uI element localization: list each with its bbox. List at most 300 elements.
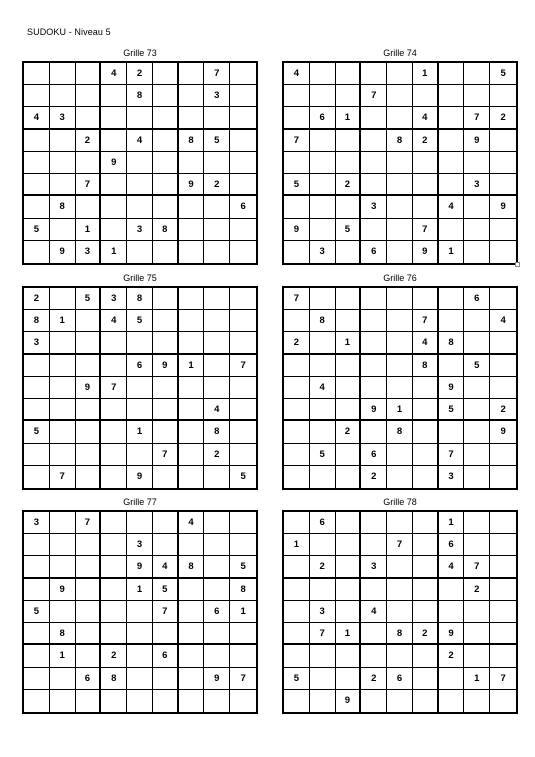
sudoku-cell[interactable] xyxy=(413,152,439,174)
sudoku-cell[interactable] xyxy=(179,444,205,466)
sudoku-cell[interactable] xyxy=(101,196,127,218)
sudoku-cell[interactable] xyxy=(50,219,76,241)
sudoku-cell[interactable] xyxy=(179,377,205,399)
sudoku-cell[interactable]: 3 xyxy=(310,241,336,263)
sudoku-cell[interactable] xyxy=(230,690,256,712)
sudoku-cell[interactable]: 1 xyxy=(230,601,256,623)
sudoku-cell[interactable] xyxy=(204,645,230,667)
sudoku-cell[interactable] xyxy=(76,534,102,556)
sudoku-cell[interactable]: 4 xyxy=(413,332,439,354)
sudoku-cell[interactable] xyxy=(24,85,50,107)
sudoku-cell[interactable] xyxy=(464,601,490,623)
sudoku-cell[interactable] xyxy=(361,645,387,667)
sudoku-cell[interactable] xyxy=(336,466,362,488)
sudoku-cell[interactable] xyxy=(179,85,205,107)
sudoku-cell[interactable] xyxy=(413,690,439,712)
sudoku-cell[interactable] xyxy=(490,377,516,399)
sudoku-cell[interactable] xyxy=(76,107,102,129)
sudoku-cell[interactable] xyxy=(153,668,179,690)
sudoku-cell[interactable] xyxy=(76,556,102,578)
sudoku-cell[interactable] xyxy=(413,399,439,421)
sudoku-cell[interactable] xyxy=(153,399,179,421)
sudoku-cell[interactable] xyxy=(490,174,516,196)
sudoku-cell[interactable]: 9 xyxy=(50,579,76,601)
sudoku-cell[interactable] xyxy=(127,241,153,263)
sudoku-cell[interactable]: 9 xyxy=(490,421,516,443)
sudoku-cell[interactable] xyxy=(387,63,413,85)
sudoku-cell[interactable]: 1 xyxy=(179,355,205,377)
sudoku-cell[interactable] xyxy=(76,85,102,107)
sudoku-cell[interactable] xyxy=(204,219,230,241)
sudoku-cell[interactable] xyxy=(361,534,387,556)
sudoku-cell[interactable]: 7 xyxy=(387,534,413,556)
sudoku-cell[interactable] xyxy=(153,288,179,310)
sudoku-cell[interactable] xyxy=(179,534,205,556)
sudoku-cell[interactable]: 4 xyxy=(439,196,465,218)
sudoku-cell[interactable] xyxy=(284,355,310,377)
sudoku-cell[interactable]: 4 xyxy=(361,601,387,623)
sudoku-cell[interactable] xyxy=(76,399,102,421)
sudoku-cell[interactable]: 8 xyxy=(230,579,256,601)
sudoku-cell[interactable] xyxy=(464,85,490,107)
sudoku-cell[interactable] xyxy=(387,645,413,667)
sudoku-cell[interactable]: 6 xyxy=(361,444,387,466)
sudoku-cell[interactable] xyxy=(50,690,76,712)
sudoku-cell[interactable] xyxy=(76,690,102,712)
sudoku-cell[interactable] xyxy=(204,623,230,645)
sudoku-cell[interactable]: 9 xyxy=(153,355,179,377)
sudoku-cell[interactable] xyxy=(179,466,205,488)
sudoku-cell[interactable] xyxy=(50,399,76,421)
sudoku-cell[interactable] xyxy=(284,623,310,645)
sudoku-cell[interactable] xyxy=(310,645,336,667)
sudoku-cell[interactable] xyxy=(76,310,102,332)
sudoku-cell[interactable]: 9 xyxy=(490,196,516,218)
sudoku-cell[interactable] xyxy=(336,85,362,107)
sudoku-cell[interactable] xyxy=(76,332,102,354)
sudoku-cell[interactable] xyxy=(490,152,516,174)
sudoku-cell[interactable]: 5 xyxy=(284,668,310,690)
sudoku-cell[interactable] xyxy=(76,63,102,85)
sudoku-cell[interactable] xyxy=(76,645,102,667)
sudoku-cell[interactable]: 3 xyxy=(101,288,127,310)
sudoku-cell[interactable] xyxy=(204,690,230,712)
sudoku-cell[interactable] xyxy=(101,85,127,107)
sudoku-cell[interactable] xyxy=(439,310,465,332)
sudoku-cell[interactable]: 9 xyxy=(127,466,153,488)
sudoku-cell[interactable] xyxy=(464,377,490,399)
sudoku-cell[interactable] xyxy=(204,241,230,263)
sudoku-cell[interactable]: 7 xyxy=(76,512,102,534)
sudoku-cell[interactable]: 9 xyxy=(439,377,465,399)
sudoku-cell[interactable]: 8 xyxy=(439,332,465,354)
sudoku-cell[interactable] xyxy=(490,332,516,354)
sudoku-cell[interactable] xyxy=(361,130,387,152)
sudoku-cell[interactable]: 3 xyxy=(50,107,76,129)
sudoku-cell[interactable] xyxy=(490,512,516,534)
sudoku-cell[interactable] xyxy=(204,556,230,578)
sudoku-cell[interactable] xyxy=(464,444,490,466)
sudoku-cell[interactable]: 4 xyxy=(439,556,465,578)
sudoku-cell[interactable] xyxy=(284,556,310,578)
sudoku-cell[interactable] xyxy=(230,219,256,241)
sudoku-cell[interactable] xyxy=(204,579,230,601)
sudoku-cell[interactable] xyxy=(204,107,230,129)
sudoku-cell[interactable] xyxy=(230,107,256,129)
sudoku-cell[interactable]: 6 xyxy=(127,355,153,377)
sudoku-cell[interactable] xyxy=(336,130,362,152)
sudoku-cell[interactable]: 1 xyxy=(336,107,362,129)
sudoku-cell[interactable] xyxy=(76,444,102,466)
sudoku-cell[interactable] xyxy=(179,399,205,421)
sudoku-cell[interactable] xyxy=(464,645,490,667)
sudoku-cell[interactable] xyxy=(153,196,179,218)
sudoku-cell[interactable] xyxy=(284,196,310,218)
sudoku-cell[interactable] xyxy=(284,601,310,623)
sudoku-cell[interactable] xyxy=(230,63,256,85)
sudoku-cell[interactable]: 2 xyxy=(336,421,362,443)
sudoku-cell[interactable]: 4 xyxy=(127,130,153,152)
sudoku-cell[interactable]: 7 xyxy=(284,288,310,310)
sudoku-cell[interactable] xyxy=(50,668,76,690)
sudoku-cell[interactable]: 2 xyxy=(204,174,230,196)
sudoku-cell[interactable] xyxy=(101,174,127,196)
sudoku-cell[interactable] xyxy=(24,690,50,712)
sudoku-cell[interactable] xyxy=(413,196,439,218)
sudoku-cell[interactable]: 2 xyxy=(490,399,516,421)
sudoku-cell[interactable] xyxy=(127,668,153,690)
sudoku-cell[interactable] xyxy=(24,241,50,263)
sudoku-cell[interactable] xyxy=(127,444,153,466)
sudoku-cell[interactable]: 2 xyxy=(413,623,439,645)
sudoku-cell[interactable]: 7 xyxy=(153,444,179,466)
sudoku-cell[interactable] xyxy=(127,512,153,534)
sudoku-cell[interactable]: 4 xyxy=(310,377,336,399)
sudoku-cell[interactable] xyxy=(361,377,387,399)
sudoku-cell[interactable] xyxy=(153,623,179,645)
sudoku-cell[interactable] xyxy=(361,288,387,310)
sudoku-cell[interactable] xyxy=(179,310,205,332)
sudoku-cell[interactable] xyxy=(24,399,50,421)
sudoku-cell[interactable]: 5 xyxy=(24,219,50,241)
sudoku-cell[interactable] xyxy=(490,85,516,107)
sudoku-cell[interactable] xyxy=(101,601,127,623)
sudoku-cell[interactable] xyxy=(127,152,153,174)
sudoku-cell[interactable]: 3 xyxy=(464,174,490,196)
sudoku-cell[interactable]: 5 xyxy=(204,130,230,152)
sudoku-cell[interactable] xyxy=(490,534,516,556)
sudoku-cell[interactable]: 1 xyxy=(127,421,153,443)
sudoku-cell[interactable] xyxy=(24,668,50,690)
sudoku-cell[interactable] xyxy=(127,196,153,218)
sudoku-cell[interactable] xyxy=(336,512,362,534)
sudoku-cell[interactable] xyxy=(361,107,387,129)
sudoku-cell[interactable]: 8 xyxy=(387,623,413,645)
sudoku-cell[interactable]: 6 xyxy=(204,601,230,623)
sudoku-cell[interactable] xyxy=(179,196,205,218)
sudoku-cell[interactable]: 7 xyxy=(464,556,490,578)
sudoku-cell[interactable] xyxy=(230,534,256,556)
sudoku-cell[interactable]: 6 xyxy=(361,241,387,263)
sudoku-cell[interactable]: 6 xyxy=(310,512,336,534)
sudoku-cell[interactable] xyxy=(387,355,413,377)
sudoku-cell[interactable] xyxy=(310,355,336,377)
sudoku-cell[interactable] xyxy=(490,130,516,152)
sudoku-cell[interactable]: 8 xyxy=(179,556,205,578)
sudoku-cell[interactable]: 6 xyxy=(76,668,102,690)
sudoku-cell[interactable] xyxy=(464,219,490,241)
sudoku-cell[interactable] xyxy=(101,579,127,601)
sudoku-cell[interactable] xyxy=(76,466,102,488)
sudoku-cell[interactable] xyxy=(490,219,516,241)
sudoku-cell[interactable] xyxy=(336,534,362,556)
sudoku-cell[interactable] xyxy=(50,421,76,443)
sudoku-cell[interactable] xyxy=(361,355,387,377)
sudoku-cell[interactable]: 7 xyxy=(101,377,127,399)
sudoku-cell[interactable] xyxy=(24,623,50,645)
sudoku-cell[interactable]: 1 xyxy=(439,512,465,534)
sudoku-cell[interactable]: 5 xyxy=(490,63,516,85)
sudoku-cell[interactable] xyxy=(336,668,362,690)
sudoku-cell[interactable] xyxy=(310,332,336,354)
sudoku-cell[interactable] xyxy=(310,196,336,218)
sudoku-cell[interactable]: 9 xyxy=(50,241,76,263)
sudoku-cell[interactable] xyxy=(284,512,310,534)
sudoku-cell[interactable]: 4 xyxy=(204,399,230,421)
sudoku-cell[interactable] xyxy=(230,288,256,310)
sudoku-cell[interactable] xyxy=(387,241,413,263)
sudoku-cell[interactable]: 9 xyxy=(361,399,387,421)
sudoku-cell[interactable]: 9 xyxy=(101,152,127,174)
sudoku-cell[interactable]: 5 xyxy=(76,288,102,310)
sudoku-cell[interactable] xyxy=(153,241,179,263)
sudoku-cell[interactable] xyxy=(310,466,336,488)
sudoku-cell[interactable] xyxy=(310,174,336,196)
sudoku-cell[interactable]: 3 xyxy=(127,534,153,556)
sudoku-cell[interactable]: 7 xyxy=(310,623,336,645)
sudoku-cell[interactable] xyxy=(413,85,439,107)
sudoku-cell[interactable] xyxy=(387,85,413,107)
sudoku-cell[interactable] xyxy=(230,512,256,534)
sudoku-cell[interactable] xyxy=(24,130,50,152)
sudoku-cell[interactable]: 7 xyxy=(230,355,256,377)
sudoku-cell[interactable]: 2 xyxy=(464,579,490,601)
sudoku-cell[interactable] xyxy=(50,85,76,107)
sudoku-cell[interactable]: 6 xyxy=(464,288,490,310)
sudoku-cell[interactable] xyxy=(336,601,362,623)
sudoku-cell[interactable] xyxy=(336,556,362,578)
sudoku-cell[interactable] xyxy=(153,85,179,107)
sudoku-cell[interactable] xyxy=(336,377,362,399)
sudoku-cell[interactable] xyxy=(24,534,50,556)
sudoku-cell[interactable] xyxy=(50,601,76,623)
sudoku-cell[interactable]: 7 xyxy=(413,219,439,241)
sudoku-cell[interactable] xyxy=(310,85,336,107)
sudoku-cell[interactable] xyxy=(101,512,127,534)
sudoku-cell[interactable] xyxy=(464,623,490,645)
sudoku-cell[interactable]: 9 xyxy=(284,219,310,241)
sudoku-cell[interactable] xyxy=(179,107,205,129)
sudoku-cell[interactable] xyxy=(50,377,76,399)
sudoku-cell[interactable]: 2 xyxy=(439,645,465,667)
sudoku-cell[interactable] xyxy=(387,512,413,534)
sudoku-cell[interactable]: 9 xyxy=(204,668,230,690)
sudoku-cell[interactable] xyxy=(490,623,516,645)
sudoku-cell[interactable] xyxy=(284,399,310,421)
sudoku-cell[interactable] xyxy=(336,241,362,263)
sudoku-cell[interactable] xyxy=(153,310,179,332)
sudoku-cell[interactable]: 8 xyxy=(50,623,76,645)
sudoku-cell[interactable]: 4 xyxy=(284,63,310,85)
sudoku-cell[interactable] xyxy=(284,466,310,488)
sudoku-cell[interactable]: 3 xyxy=(439,466,465,488)
sudoku-cell[interactable] xyxy=(361,623,387,645)
sudoku-cell[interactable] xyxy=(439,130,465,152)
sudoku-cell[interactable]: 5 xyxy=(439,399,465,421)
sudoku-cell[interactable] xyxy=(153,107,179,129)
sudoku-cell[interactable]: 1 xyxy=(76,219,102,241)
sudoku-cell[interactable] xyxy=(439,690,465,712)
sudoku-cell[interactable] xyxy=(413,288,439,310)
sudoku-cell[interactable] xyxy=(101,534,127,556)
sudoku-cell[interactable] xyxy=(490,601,516,623)
sudoku-cell[interactable] xyxy=(179,219,205,241)
sudoku-cell[interactable] xyxy=(361,690,387,712)
sudoku-cell[interactable] xyxy=(153,512,179,534)
sudoku-cell[interactable] xyxy=(24,466,50,488)
sudoku-cell[interactable] xyxy=(76,355,102,377)
sudoku-cell[interactable]: 3 xyxy=(76,241,102,263)
sudoku-cell[interactable] xyxy=(361,421,387,443)
sudoku-cell[interactable]: 8 xyxy=(50,196,76,218)
sudoku-cell[interactable] xyxy=(413,534,439,556)
sudoku-cell[interactable] xyxy=(413,377,439,399)
sudoku-cell[interactable] xyxy=(387,556,413,578)
sudoku-cell[interactable] xyxy=(230,444,256,466)
sudoku-cell[interactable] xyxy=(204,288,230,310)
sudoku-cell[interactable] xyxy=(230,310,256,332)
sudoku-cell[interactable] xyxy=(336,63,362,85)
sudoku-cell[interactable] xyxy=(439,601,465,623)
sudoku-cell[interactable]: 2 xyxy=(204,444,230,466)
sudoku-cell[interactable] xyxy=(50,512,76,534)
sudoku-cell[interactable] xyxy=(336,444,362,466)
sudoku-cell[interactable] xyxy=(310,690,336,712)
sudoku-cell[interactable]: 5 xyxy=(284,174,310,196)
sudoku-cell[interactable]: 6 xyxy=(387,668,413,690)
sudoku-cell[interactable]: 3 xyxy=(24,332,50,354)
sudoku-cell[interactable]: 2 xyxy=(361,466,387,488)
sudoku-cell[interactable] xyxy=(230,399,256,421)
sudoku-cell[interactable]: 2 xyxy=(413,130,439,152)
sudoku-cell[interactable] xyxy=(439,107,465,129)
sudoku-cell[interactable] xyxy=(179,623,205,645)
sudoku-cell[interactable] xyxy=(284,690,310,712)
sudoku-cell[interactable]: 8 xyxy=(310,310,336,332)
sudoku-cell[interactable] xyxy=(464,241,490,263)
sudoku-cell[interactable] xyxy=(284,645,310,667)
sudoku-cell[interactable] xyxy=(24,196,50,218)
sudoku-cell[interactable] xyxy=(50,556,76,578)
sudoku-cell[interactable]: 1 xyxy=(336,332,362,354)
sudoku-cell[interactable]: 7 xyxy=(230,668,256,690)
sudoku-cell[interactable] xyxy=(284,377,310,399)
sudoku-cell[interactable] xyxy=(101,690,127,712)
sudoku-cell[interactable]: 7 xyxy=(490,668,516,690)
sudoku-cell[interactable] xyxy=(179,645,205,667)
sudoku-cell[interactable] xyxy=(387,601,413,623)
sudoku-cell[interactable] xyxy=(336,645,362,667)
sudoku-cell[interactable] xyxy=(127,174,153,196)
sudoku-cell[interactable] xyxy=(439,288,465,310)
sudoku-cell[interactable] xyxy=(50,355,76,377)
sudoku-cell[interactable]: 7 xyxy=(153,601,179,623)
sudoku-cell[interactable]: 5 xyxy=(336,219,362,241)
sudoku-cell[interactable] xyxy=(361,63,387,85)
sudoku-cell[interactable] xyxy=(101,444,127,466)
sudoku-cell[interactable] xyxy=(310,421,336,443)
sudoku-cell[interactable] xyxy=(179,421,205,443)
sudoku-cell[interactable] xyxy=(413,668,439,690)
sudoku-cell[interactable]: 7 xyxy=(76,174,102,196)
sudoku-cell[interactable] xyxy=(413,466,439,488)
sudoku-cell[interactable] xyxy=(361,310,387,332)
sudoku-cell[interactable] xyxy=(230,152,256,174)
sudoku-cell[interactable] xyxy=(24,152,50,174)
sudoku-cell[interactable]: 8 xyxy=(413,355,439,377)
sudoku-cell[interactable] xyxy=(439,219,465,241)
sudoku-cell[interactable] xyxy=(127,601,153,623)
sudoku-cell[interactable]: 5 xyxy=(24,601,50,623)
sudoku-cell[interactable]: 1 xyxy=(284,534,310,556)
sudoku-cell[interactable] xyxy=(230,85,256,107)
sudoku-cell[interactable] xyxy=(310,399,336,421)
sudoku-cell[interactable]: 5 xyxy=(464,355,490,377)
sudoku-cell[interactable] xyxy=(284,421,310,443)
sudoku-cell[interactable]: 3 xyxy=(204,85,230,107)
sudoku-cell[interactable]: 4 xyxy=(179,512,205,534)
sudoku-cell[interactable]: 5 xyxy=(127,310,153,332)
sudoku-cell[interactable] xyxy=(490,466,516,488)
sudoku-cell[interactable] xyxy=(413,579,439,601)
sudoku-cell[interactable] xyxy=(464,152,490,174)
sudoku-cell[interactable]: 6 xyxy=(230,196,256,218)
sudoku-cell[interactable] xyxy=(101,556,127,578)
sudoku-cell[interactable] xyxy=(179,668,205,690)
sudoku-cell[interactable] xyxy=(310,579,336,601)
sudoku-cell[interactable] xyxy=(230,130,256,152)
sudoku-cell[interactable] xyxy=(336,355,362,377)
sudoku-cell[interactable]: 4 xyxy=(24,107,50,129)
sudoku-cell[interactable] xyxy=(464,310,490,332)
sudoku-cell[interactable] xyxy=(413,512,439,534)
sudoku-cell[interactable]: 8 xyxy=(127,85,153,107)
sudoku-cell[interactable] xyxy=(490,556,516,578)
sudoku-cell[interactable] xyxy=(439,152,465,174)
sudoku-cell[interactable]: 9 xyxy=(127,556,153,578)
sudoku-cell[interactable] xyxy=(310,219,336,241)
sudoku-cell[interactable] xyxy=(490,690,516,712)
sudoku-cell[interactable]: 7 xyxy=(361,85,387,107)
sudoku-cell[interactable] xyxy=(284,152,310,174)
sudoku-cell[interactable] xyxy=(204,377,230,399)
sudoku-cell[interactable] xyxy=(24,444,50,466)
sudoku-cell[interactable]: 6 xyxy=(439,534,465,556)
sudoku-cell[interactable] xyxy=(387,152,413,174)
sudoku-cell[interactable] xyxy=(230,623,256,645)
sudoku-cell[interactable]: 1 xyxy=(50,645,76,667)
sudoku-cell[interactable]: 2 xyxy=(361,668,387,690)
